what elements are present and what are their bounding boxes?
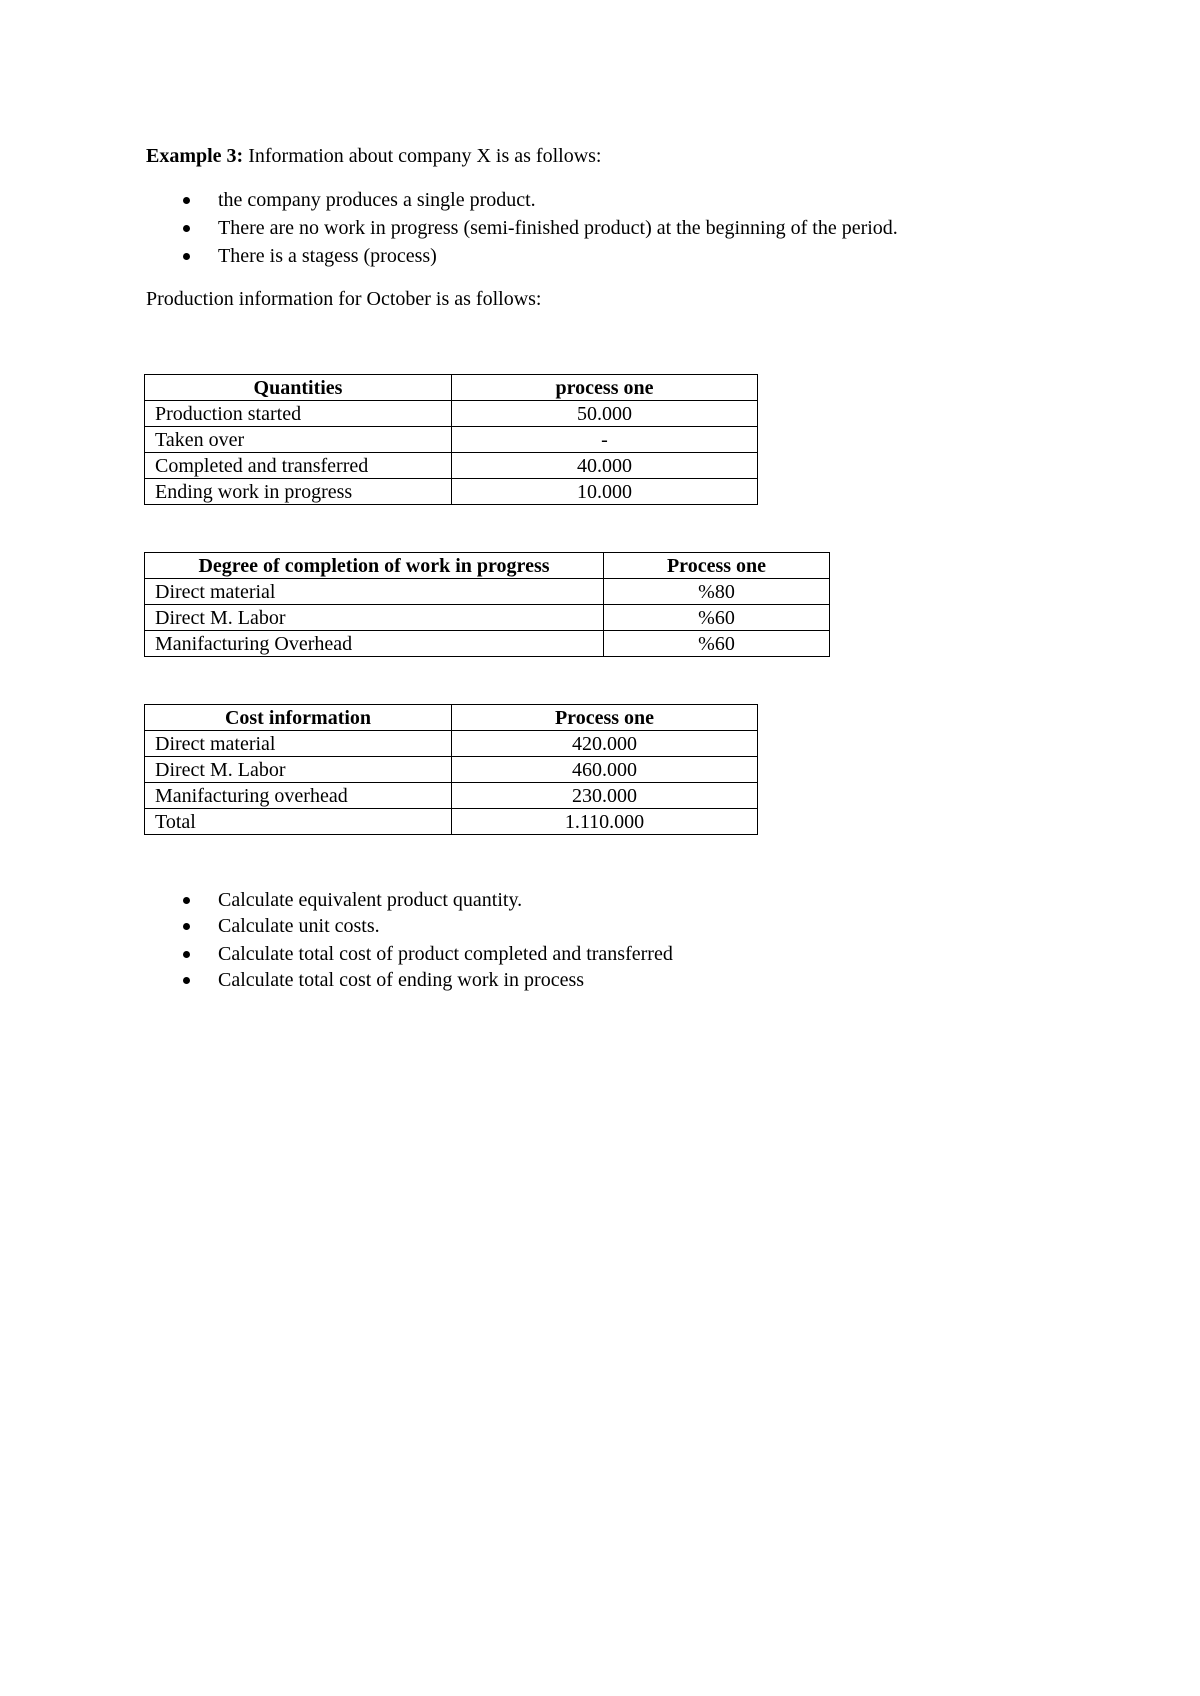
bullet-icon bbox=[183, 923, 190, 930]
table-row bbox=[145, 579, 830, 605]
row-value: 1.110.000 bbox=[452, 809, 758, 835]
bullet-icon bbox=[183, 897, 190, 904]
row-label: Total bbox=[145, 809, 452, 835]
table-row bbox=[145, 783, 758, 809]
table-header-row bbox=[145, 705, 758, 731]
column-header: process one bbox=[452, 375, 758, 401]
example-label: Example 3: bbox=[146, 145, 244, 167]
column-header: Degree of completion of work in progress bbox=[145, 553, 604, 579]
row-label: Taken over bbox=[145, 427, 452, 453]
table-row bbox=[145, 401, 758, 427]
table-row bbox=[145, 479, 758, 505]
table-row bbox=[145, 731, 758, 757]
completion-table bbox=[144, 552, 830, 657]
table-row bbox=[145, 757, 758, 783]
intro-text: Information about company X is as follows: bbox=[243, 145, 602, 167]
row-label: Direct material bbox=[145, 579, 604, 605]
table-header-row bbox=[145, 553, 830, 579]
row-value: 460.000 bbox=[452, 757, 758, 783]
row-value: 10.000 bbox=[452, 479, 758, 505]
row-value: 230.000 bbox=[452, 783, 758, 809]
column-header: Cost information bbox=[145, 705, 452, 731]
bullet-icon bbox=[183, 197, 190, 204]
row-label: Direct M. Labor bbox=[145, 757, 452, 783]
table-row bbox=[145, 631, 830, 657]
row-value: - bbox=[452, 427, 758, 453]
row-value: %60 bbox=[604, 605, 830, 631]
row-value: 420.000 bbox=[452, 731, 758, 757]
quantities-table bbox=[144, 374, 758, 505]
column-header: Quantities bbox=[145, 375, 452, 401]
row-label: Manifacturing overhead bbox=[145, 783, 452, 809]
cost-table bbox=[144, 704, 758, 835]
row-value: 50.000 bbox=[452, 401, 758, 427]
table-row bbox=[145, 427, 758, 453]
table-row bbox=[145, 605, 830, 631]
intro-paragraph bbox=[146, 144, 602, 168]
bullet-icon bbox=[183, 977, 190, 984]
table-row bbox=[145, 453, 758, 479]
row-label: Ending work in progress bbox=[145, 479, 452, 505]
row-label: Completed and transferred bbox=[145, 453, 452, 479]
bullet-icon bbox=[183, 225, 190, 232]
row-value: %60 bbox=[604, 631, 830, 657]
production-intro: Production information for October is as follows: bbox=[146, 288, 542, 310]
table-header-row bbox=[145, 375, 758, 401]
bullet-icon bbox=[183, 253, 190, 260]
row-value: %80 bbox=[604, 579, 830, 605]
document-page: Example 3: Information about company X is as follows: the company produces a single product. There are no work in progress (semi-finished product) at the beginning of the period. There is a stagess (process) Production information for October is as follows: Quantities process one Production started 50.000 Taken over - Completed and transferred 40.000 Ending work in progress 10.000 Degree of completion of work in progress Process one Direct material %80 Direct M. Labor %60 Manifacturing Overhead %60 Cost information Process one Direct material 420.000 Direct M. Labor 460.000 Manifacturing overhead 230.000 Total 1.110.000 Calculate equivalent product quantity. Calculate unit costs. Calculate total cost of product completed and transferred Calculate total cost of ending work in process bbox=[146, 145, 898, 991]
column-header: Process one bbox=[604, 553, 830, 579]
row-label: Direct material bbox=[145, 731, 452, 757]
row-value: 40.000 bbox=[452, 453, 758, 479]
column-header: Process one bbox=[452, 705, 758, 731]
bullet-icon bbox=[183, 951, 190, 958]
row-label: Production started bbox=[145, 401, 452, 427]
row-label: Direct M. Labor bbox=[145, 605, 604, 631]
row-label: Manifacturing Overhead bbox=[145, 631, 604, 657]
table-row bbox=[145, 809, 758, 835]
